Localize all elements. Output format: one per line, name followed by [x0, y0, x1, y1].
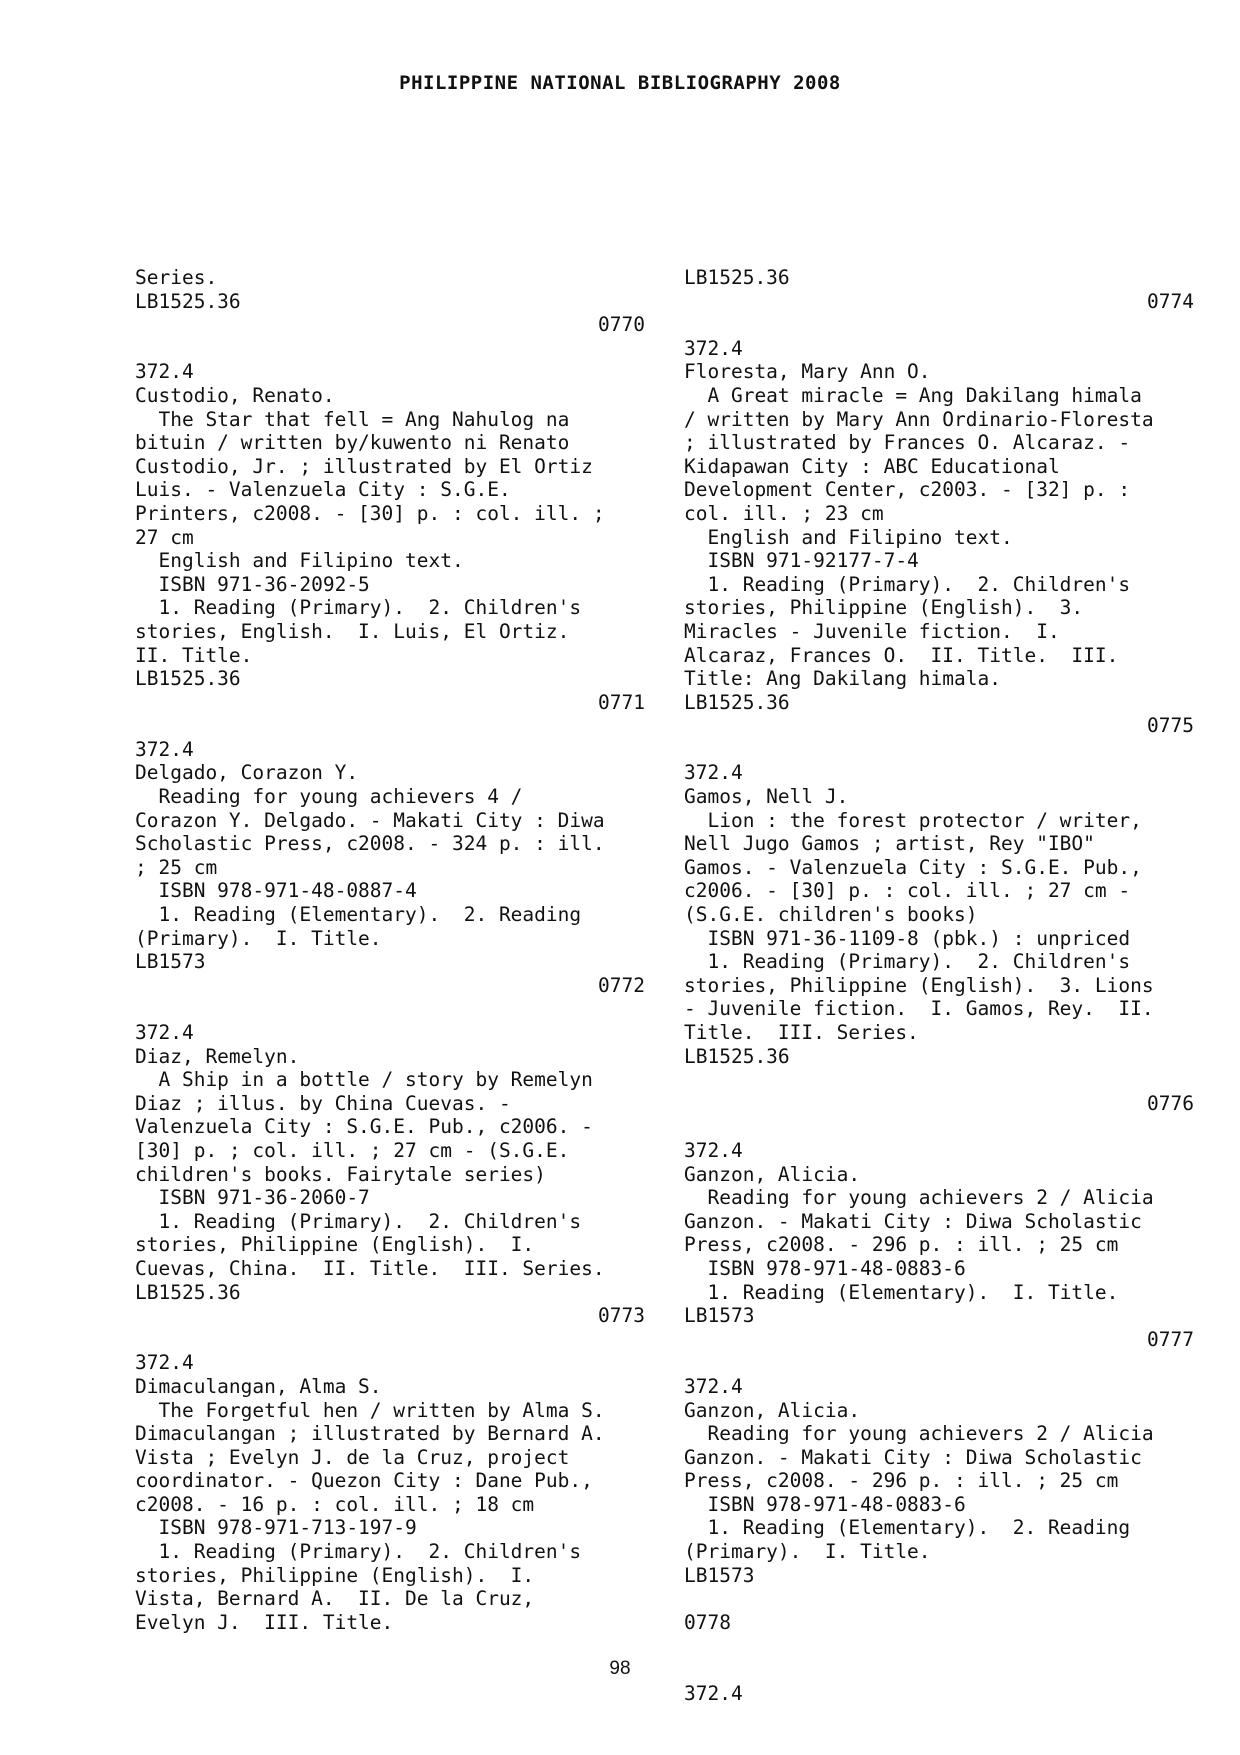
bibliography-line	[684, 738, 1194, 762]
bibliography-line: Development Center, c2003. - [32] p. :	[684, 478, 1131, 502]
bibliography-line: Ganzon. - Makati City : Diwa Scholastic	[684, 1445, 1142, 1469]
bibliography-line: Reading for young achievers 2 / Alicia	[684, 1422, 1154, 1446]
entry-number: 0777	[1147, 1327, 1194, 1351]
bibliography-line	[684, 1068, 1194, 1092]
bibliography-line: 372.4	[684, 761, 743, 785]
entry-number: 0774	[1147, 289, 1194, 313]
bibliography-line: ; 25 cm	[135, 855, 218, 879]
bibliography-line: 1. Reading (Primary). 2. Children's	[135, 596, 582, 620]
bibliography-line: (Primary). I. Title.	[135, 926, 382, 950]
entry-number: 0770	[598, 313, 645, 337]
bibliography-line: Gamos, Nell J.	[684, 785, 849, 809]
bibliography-line: Ganzon. - Makati City : Diwa Scholastic	[684, 1209, 1142, 1233]
bibliography-line: Diaz ; illus. by China Cuevas. -	[135, 1091, 511, 1115]
bibliography-line: 372.4	[135, 1351, 194, 1375]
bibliography-line	[135, 997, 645, 1021]
bibliography-line: Ganzon, Alicia.	[684, 1398, 861, 1422]
left-column	[135, 266, 645, 1634]
bibliography-line: LB1525.36	[135, 289, 241, 313]
bibliography-line: 0778	[684, 1610, 731, 1634]
bibliography-line: stories, Philippine (English). 3. Lions	[684, 973, 1154, 997]
bibliography-line: 27 cm	[135, 525, 194, 549]
bibliography-line: stories, Philippine (English). 3.	[684, 596, 1084, 620]
bibliography-line: ISBN 971-36-2060-7	[135, 1186, 370, 1210]
bibliography-line: A Great miracle = Ang Dakilang himala	[684, 383, 1142, 407]
bibliography-line: Corazon Y. Delgado. - Makati City : Diwa	[135, 808, 605, 832]
bibliography-line: LB1573	[135, 950, 206, 974]
bibliography-line: Gamos. - Valenzuela City : S.G.E. Pub.,	[684, 855, 1142, 879]
entry-number: 0772	[598, 973, 645, 997]
bibliography-line: 1. Reading (Elementary). 2. Reading	[135, 903, 582, 927]
bibliography-line: Nell Jugo Gamos ; artist, Rey "IBO"	[684, 832, 1095, 856]
bibliography-line: LB1573	[684, 1304, 755, 1328]
bibliography-line: ; illustrated by Frances O. Alcaraz. -	[684, 431, 1131, 455]
bibliography-line: Lion : the forest protector / writer,	[684, 808, 1142, 832]
bibliography-line: ISBN 978-971-48-0883-6	[684, 1256, 966, 1280]
bibliography-line: Vista, Bernard A. II. De la Cruz,	[135, 1587, 535, 1611]
bibliography-line: stories, Philippine (English). I.	[135, 1563, 535, 1587]
bibliography-line: Title. III. Series.	[684, 1021, 919, 1044]
bibliography-line: Custodio, Jr. ; illustrated by El Ortiz	[135, 454, 593, 478]
bibliography-line: Ganzon, Alicia.	[684, 1162, 861, 1186]
bibliography-line	[684, 1634, 1194, 1658]
page-title: PHILIPPINE NATIONAL BIBLIOGRAPHY 2008	[399, 72, 841, 94]
bibliography-line: Reading for young achievers 2 / Alicia	[684, 1186, 1154, 1210]
bibliography-line: The Star that fell = Ang Nahulog na	[135, 407, 570, 431]
bibliography-line: 1. Reading (Elementary). 2. Reading	[684, 1516, 1131, 1540]
bibliography-line: stories, English. I. Luis, El Ortiz.	[135, 619, 570, 643]
bibliography-line: Series.	[135, 266, 218, 289]
bibliography-line: [30] p. ; col. ill. ; 27 cm - (S.G.E.	[135, 1138, 570, 1162]
bibliography-line: 1. Reading (Primary). 2. Children's	[684, 572, 1131, 596]
bibliography-line: LB1573	[684, 1563, 755, 1587]
bibliography-line: bituin / written by/kuwento ni Renato	[135, 431, 570, 455]
bibliography-line: ISBN 978-971-48-0883-6	[684, 1492, 966, 1516]
bibliography-line: English and Filipino text.	[684, 525, 1013, 549]
bibliography-line: Diaz, Remelyn.	[135, 1044, 300, 1068]
bibliography-line: / written by Mary Ann Ordinario-Floresta	[684, 407, 1154, 431]
bibliography-line: stories, Philippine (English). I.	[135, 1233, 535, 1257]
bibliography-line: Press, c2008. - 296 p. : ill. ; 25 cm	[684, 1233, 1119, 1257]
bibliography-line: ISBN 978-971-48-0887-4	[135, 879, 417, 903]
bibliography-line: col. ill. ; 23 cm	[684, 501, 884, 525]
bibliography-line: The Forgetful hen / written by Alma S.	[135, 1398, 605, 1422]
entry-number: 0773	[598, 1304, 645, 1328]
bibliography-line: English and Filipino text.	[135, 549, 464, 573]
bibliography-line: ISBN 971-92177-7-4	[684, 549, 919, 573]
bibliography-line: II. Title.	[135, 643, 253, 667]
bibliography-line	[684, 1351, 1194, 1375]
bibliography-line: Alcaraz, Frances O. II. Title. III.	[684, 643, 1119, 667]
bibliography-line: Luis. - Valenzuela City : S.G.E.	[135, 478, 511, 502]
bibliography-line: 372.4	[684, 1374, 743, 1398]
bibliography-line	[135, 714, 645, 738]
bibliography-line	[135, 1328, 645, 1352]
bibliography-line: Kidapawan City : ABC Educational	[684, 454, 1060, 478]
bibliography-line: LB1525.36	[135, 667, 241, 691]
bibliography-line: LB1525.36	[684, 266, 790, 289]
entry-number	[684, 1587, 1194, 1611]
page-number: 98	[609, 1658, 631, 1679]
bibliography-line: c2008. - 16 p. : col. ill. ; 18 cm	[135, 1492, 535, 1516]
bibliography-line: Dimaculangan ; illustrated by Bernard A.	[135, 1422, 605, 1446]
bibliography-line: Reading for young achievers 4 /	[135, 785, 523, 809]
bibliography-line: 1. Reading (Primary). 2. Children's	[135, 1209, 582, 1233]
bibliography-line: Printers, c2008. - [30] p. : col. ill. ;	[135, 501, 605, 525]
bibliography-line	[684, 313, 1194, 337]
bibliography-line: (S.G.E. children's books)	[684, 903, 978, 927]
bibliography-line: 372.4	[135, 360, 194, 384]
bibliography-line: LB1525.36	[684, 690, 790, 714]
bibliography-line: A Ship in a bottle / story by Remelyn	[135, 1068, 593, 1092]
bibliography-line: ISBN 971-36-2092-5	[135, 572, 370, 596]
bibliography-line: 372.4	[135, 1021, 194, 1044]
bibliography-line: 372.4	[684, 1138, 743, 1162]
bibliography-line: c2006. - [30] p. : col. ill. ; 27 cm -	[684, 879, 1131, 903]
bibliography-line: Floresta, Mary Ann O.	[684, 360, 931, 384]
bibliography-line: 372.4	[135, 737, 194, 761]
bibliography-line: - Juvenile fiction. I. Gamos, Rey. II.	[684, 997, 1154, 1021]
bibliography-line: children's books. Fairytale series)	[135, 1162, 546, 1186]
bibliography-line: Dimaculangan, Alma S.	[135, 1374, 382, 1398]
bibliography-line: 372.4	[684, 1681, 743, 1705]
entry-number: 0771	[598, 690, 645, 714]
bibliography-line: (Primary). I. Title.	[684, 1540, 931, 1564]
bibliography-line	[135, 337, 645, 361]
bibliography-line: LB1525.36	[684, 1044, 790, 1068]
bibliography-line: Vista ; Evelyn J. de la Cruz, project	[135, 1445, 570, 1469]
bibliography-line	[684, 1115, 1194, 1139]
bibliography-line: Evelyn J. III. Title.	[135, 1610, 394, 1634]
bibliography-line: Custodio, Renato.	[135, 383, 335, 407]
entry-number: 0775	[1147, 714, 1194, 738]
bibliography-line: Cuevas, China. II. Title. III. Series.	[135, 1256, 605, 1280]
bibliography-line: Valenzuela City : S.G.E. Pub., c2006. -	[135, 1115, 593, 1139]
bibliography-line: coordinator. - Quezon City : Dane Pub.,	[135, 1469, 593, 1493]
bibliography-line: Delgado, Corazon Y.	[135, 761, 359, 785]
bibliography-line: ISBN 971-36-1109-8 (pbk.) : unpriced	[684, 926, 1131, 950]
bibliography-line: ISBN 978-971-713-197-9	[135, 1516, 417, 1540]
bibliography-line: Miracles - Juvenile fiction. I.	[684, 619, 1060, 643]
bibliography-line: LB1525.36	[135, 1280, 241, 1304]
bibliography-line: 1. Reading (Primary). 2. Children's	[684, 950, 1131, 974]
bibliography-line: 1. Reading (Primary). 2. Children's	[135, 1540, 582, 1564]
bibliography-line: Title: Ang Dakilang himala.	[684, 667, 1001, 691]
entry-number: 0776	[1147, 1091, 1194, 1115]
bibliography-line: Scholastic Press, c2008. - 324 p. : ill.	[135, 832, 605, 856]
right-column	[684, 266, 1194, 1705]
bibliography-line: 372.4	[684, 336, 743, 360]
bibliography-line: 1. Reading (Elementary). I. Title.	[684, 1280, 1119, 1304]
bibliography-line: Press, c2008. - 296 p. : ill. ; 25 cm	[684, 1469, 1119, 1493]
